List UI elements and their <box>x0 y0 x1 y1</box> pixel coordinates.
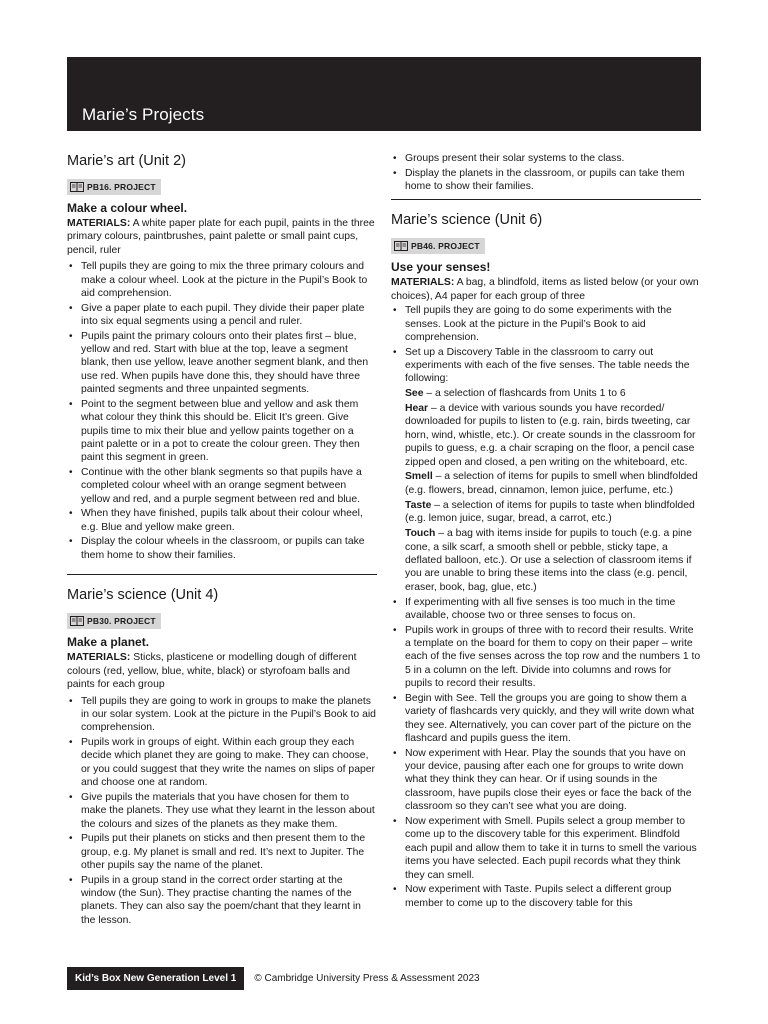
list-item: • Begin with See. Tell the groups you are going to show them a variety of flashcards very quickly, and they will write down what they see. Alternatively, you can cover part of the picture on the flashcard and pupils guess the item. <box>391 692 701 746</box>
list-item: • Pupils in a group stand in the correct order starting at the window (the Sun). They practise chanting the names of the planets. They can also say the poem/chant that they learnt in the lesson. <box>67 874 377 928</box>
section-divider <box>391 199 701 200</box>
list-item: • Tell pupils they are going to mix the three primary colours and make a colour wheel. Look at the picture in the Pupil’s Book to aid comprehension. <box>67 260 377 300</box>
right-column <box>391 152 701 911</box>
bullet-list <box>67 695 377 928</box>
badge-label: PB46. PROJECT <box>411 241 480 252</box>
materials-list: A white paper plate for each pupil, paints in the three primary colours, paintbrushes, paint palette or small paint cups, pencil, ruler <box>67 218 375 256</box>
list-item: • Tell pupils they are going to work in groups to make the planets in our solar system. Look at the picture in the Pupil’s Book to aid comprehension. <box>67 695 377 735</box>
sense-label: Taste <box>405 499 432 511</box>
sense-text: – a device with various sounds you have recorded/ downloaded for pupils to listen to (e.g. rain, birds tweeting, car horn, wind, whistle, etc.). Or create sounds in the classroom for pupils to guess, e.g. a chair scraping on the floor, a pencil case zipped open and closed, a pen writing on the whiteboard, etc. <box>405 402 696 468</box>
list-item: • Pupils put their planets on sticks and then present them to the group, e.g. My planet is small and red. It’s next to Jupiter. The other pupils say the name of the planet. <box>67 832 377 872</box>
project-badge <box>67 179 161 195</box>
list-item: • Now experiment with Taste. Pupils select a different group member to come up to the discovery table for this <box>391 883 701 910</box>
bullet-list <box>391 304 701 386</box>
list-item: • Tell pupils they are going to do some experiments with the senses. Look at the picture in the Pupil’s Book to aid comprehension. <box>391 304 701 344</box>
list-item: • Point to the segment between blue and yellow and ask them what colour they think this should be. Elicit It’s green. Give pupils time to mix their blue and yellow paints together on a paint palette or in a pot to create the colour green. They then paint this segment in green. <box>67 398 377 465</box>
badge-label: PB16. PROJECT <box>87 182 156 192</box>
list-item: • Set up a Discovery Table in the classroom to carry out experiments with each of the five senses. The table needs the following: <box>391 346 701 386</box>
left-column <box>67 152 377 928</box>
section-heading-art: Marie’s art (Unit 2) <box>67 153 186 169</box>
materials-label: MATERIALS: <box>67 218 131 229</box>
senses-list <box>391 387 701 594</box>
sense-text: – a bag with items inside for pupils to touch (e.g. a pine cone, a silk scarf, a smooth shell or pebble, sticky tape, a deflated balloon, etc.). Or use a selection of classroom items if you are unable to bring these items into the class (e.g. pencil, eraser, book, bag, glue, etc.) <box>405 528 692 593</box>
book-icon <box>70 616 84 626</box>
list-item: • Groups present their solar systems to the class. <box>391 152 701 165</box>
sense-text: – a selection of items for pupils to smell when blindfolded (e.g. flowers, bread, cinnamon, lemon juice, perfume, etc.) <box>405 471 698 496</box>
sense-label: Hear <box>405 402 429 414</box>
sense-item <box>391 387 701 400</box>
list-item: • Display the planets in the classroom, or pupils can take them home to show their families. <box>391 167 701 194</box>
list-item: • Give pupils the materials that you have chosen for them to make the planets. They use what they learnt in the lesson about the colours and sizes of the planets as they make them. <box>67 791 377 831</box>
list-item: • Pupils work in groups of three with to record their results. Write a template on the board for them to copy on their paper – write each of the five senses across the top row and the numbers 1 to 5 in a column on the left. Divide into columns and rows for pupils to record their results. <box>391 624 701 691</box>
materials-label: MATERIALS: <box>391 277 455 289</box>
sense-item <box>391 402 701 469</box>
page-title: Marie’s Projects <box>82 105 205 124</box>
sense-label: See <box>405 388 424 400</box>
sense-text: – a selection of flashcards from Units 1 to 6 <box>423 388 626 400</box>
header-banner <box>67 57 701 131</box>
sense-item <box>391 470 701 497</box>
sense-label: Touch <box>405 528 436 540</box>
list-item: • Continue with the other blank segments so that pupils have a completed colour wheel with an orange segment between yellow and red, and a purple segment between red and blue. <box>67 466 377 506</box>
project-badge <box>391 238 485 254</box>
sense-text: – a selection of items for pupils to taste when blindfolded (e.g. lemon juice, sugar, bread, a carrot, etc.) <box>405 499 695 525</box>
footer-copyright: © Cambridge University Press & Assessment 2023 <box>254 973 480 984</box>
materials-text <box>391 276 701 303</box>
sense-label: Smell <box>405 471 433 483</box>
materials-label: MATERIALS: <box>67 652 131 664</box>
badge-label: PB30. PROJECT <box>87 616 156 627</box>
list-item: • When they have finished, pupils talk about their colour wheel, e.g. Blue and yellow make green. <box>67 507 377 534</box>
list-item: • Pupils work in groups of eight. Within each group they each decide which planet they are going to make. They can choose, or you could suggest that they write the names on slips of paper and choose one at random. <box>67 736 377 790</box>
section-divider <box>67 574 377 575</box>
list-item: • Give a paper plate to each pupil. They divide their paper plate into six equal segments using a pencil and ruler. <box>67 302 377 329</box>
section-heading-science-4: Marie’s science (Unit 4) <box>67 587 219 604</box>
sense-item <box>391 499 701 526</box>
materials-text <box>67 217 377 257</box>
materials-list: A bag, a blindfold, items as listed below (or your own choices), A4 paper for each group of three <box>391 277 699 302</box>
book-icon <box>70 182 84 192</box>
list-item: • Now experiment with Smell. Pupils select a group member to come up to the discovery table for this experiment. Blindfold each pupil and allow them to take it in turns to smell the various items you have selected. Each pupil records what they think they can smell. <box>391 815 701 882</box>
materials-text <box>67 651 377 691</box>
bullet-list <box>391 596 701 910</box>
sense-item <box>391 527 701 594</box>
list-item: • If experimenting with all five senses is too much in the time available, choose two or three senses to focus on. <box>391 596 701 623</box>
page-footer <box>67 967 480 990</box>
list-item: • Now experiment with Hear. Play the sounds that you have on your device, pausing after each one for groups to write down what they think they can hear. Or if using sounds in the classroom, have pupils close their eyes or face the back of the classroom so they can’t see what you are doing. <box>391 747 701 814</box>
book-icon <box>394 241 408 251</box>
project-badge <box>67 613 161 629</box>
footer-brand: Kid’s Box New Generation Level 1 <box>67 967 244 990</box>
materials-list: Sticks, plasticene or modelling dough of different colours (red, yellow, blue, white, black) or styrofoam balls and paints for each group <box>67 652 357 691</box>
list-item: • Display the colour wheels in the classroom, or pupils can take them home to show their families. <box>67 535 377 562</box>
bullet-list <box>391 152 701 193</box>
activity-title: Make a colour wheel. <box>67 201 188 215</box>
bullet-list <box>67 260 377 562</box>
section-heading-science-6: Marie’s science (Unit 6) <box>391 212 543 229</box>
list-item: • Pupils paint the primary colours onto their plates first – blue, yellow and red. Start with blue at the top, leave a segment blank, then use yellow, leave another segment blank, and then use red. When pupils have done this, they should have three painted segments and three unpainted segments. <box>67 330 377 397</box>
activity-title: Make a planet. <box>67 635 150 650</box>
activity-title: Use your senses! <box>391 260 491 275</box>
